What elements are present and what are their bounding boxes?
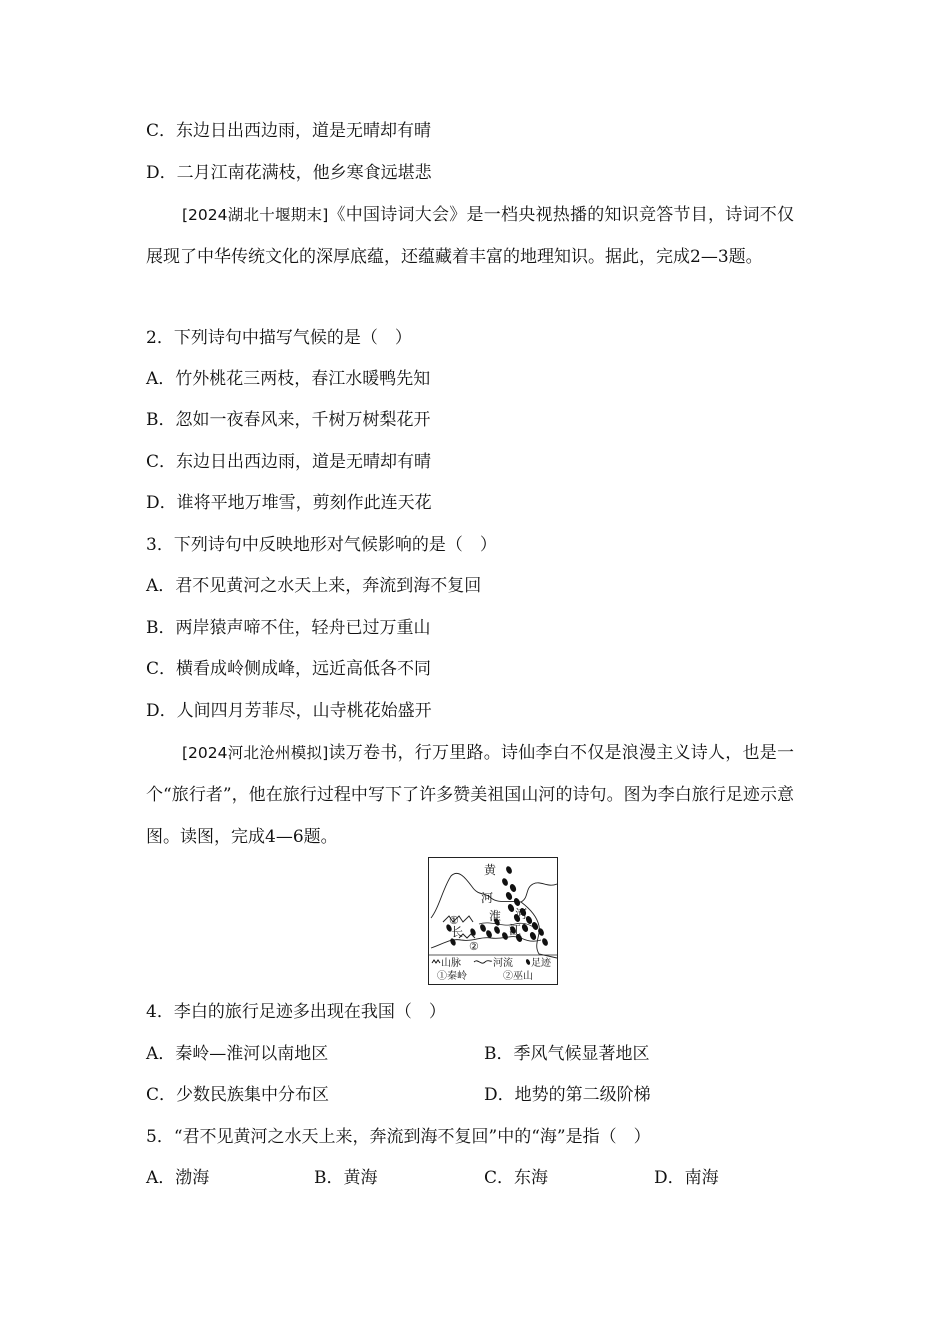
q3-option-a: A．君不见黄河之水天上来，奔流到海不复回: [146, 576, 482, 596]
q1-option-c: C．东边日出西边雨，道是无晴却有晴: [146, 121, 432, 141]
source-tag-1: [2024湖北十堰期末]: [182, 206, 329, 224]
q3-stem: 3．下列诗句中反映地形对气候影响的是（ ）: [146, 535, 497, 555]
intro-text-2: 读万卷书，行万里路。诗仙李白不仅是浪漫主义诗人，也是一个“旅行者”，他在旅行过程中写下了许多赞美祖国山河的诗句。图为李白旅行足迹示意图。读图，完成4—6题。: [146, 743, 795, 847]
map-label-chang: 长: [451, 925, 464, 939]
source-tag-2: [2024河北沧州模拟]: [182, 744, 329, 762]
li-bai-travel-map: [428, 857, 558, 985]
legend: [432, 956, 552, 982]
q5-option-c: C．东海: [484, 1168, 549, 1188]
map-label-2: ②: [469, 940, 479, 953]
legend-river-icon: [474, 961, 492, 964]
q3-option-b: B．两岸猿声啼不住，轻舟已过万重山: [146, 618, 431, 638]
intro-text-1: 《中国诗词大会》是一档央视热播的知识竞答节目，诗词不仅展现了中华传统文化的深厚底蕴，还蕴藏着丰富的地理知识。据此，完成2—3题。: [146, 205, 795, 267]
legend-mountain-label: 山脉: [441, 958, 461, 969]
map-label-he-1: 河: [481, 891, 494, 905]
q2-option-d: D．谁将平地万堆雪，剪刻作此连天花: [146, 493, 432, 513]
q5-stem: 5．“君不见黄河之水天上来，奔流到海不复回”中的“海”是指（ ）: [146, 1127, 651, 1147]
map-label-1: ①: [449, 914, 459, 927]
q5-option-d: D．南海: [654, 1168, 719, 1188]
yangtze-river-line: [431, 937, 541, 948]
map-label-he-2: 河: [515, 907, 528, 921]
q3-option-d: D．人间四月芳菲尽，山寺桃花始盛开: [146, 701, 432, 721]
legend-wushan: ②巫山: [503, 971, 533, 982]
intro-paragraph-2: [146, 732, 794, 858]
q4-stem: 4．李白的旅行足迹多出现在我国（ ）: [146, 1002, 446, 1022]
q4-option-d: D．地势的第二级阶梯: [484, 1085, 651, 1105]
legend-river-label: 河流: [493, 958, 513, 969]
q4-option-a: A．秦岭—淮河以南地区: [146, 1044, 329, 1064]
q2-option-a: A．竹外桃花三两枝，春江水暖鸭先知: [146, 369, 431, 389]
q4-option-b: B．季风气候显著地区: [484, 1044, 650, 1064]
q2-option-b: B．忽如一夜春风来，千树万树梨花开: [146, 410, 431, 430]
map-label-huang: 黄: [484, 863, 497, 877]
q2-option-c: C．东边日出西边雨，道是无晴却有晴: [146, 452, 432, 472]
map-label-jiang: 江: [509, 923, 522, 937]
intro-paragraph-1: [146, 194, 794, 278]
legend-footprint-label: 足迹: [531, 958, 551, 969]
q5-option-a: A．渤海: [146, 1168, 210, 1188]
q1-option-d: D．二月江南花满枝，他乡寒食远堪悲: [146, 163, 432, 183]
q2-stem: 2．下列诗句中描写气候的是（ ）: [146, 328, 412, 348]
q3-option-c: C．横看成岭侧成峰，远近高低各不同: [146, 659, 432, 679]
map-svg: [429, 858, 557, 984]
legend-mountain-icon: [432, 960, 440, 963]
q5-option-b: B．黄海: [314, 1168, 378, 1188]
legend-qinling: ①秦岭: [437, 971, 467, 982]
map-label-huai: 淮: [489, 909, 502, 923]
q4-option-c: C．少数民族集中分布区: [146, 1085, 330, 1105]
